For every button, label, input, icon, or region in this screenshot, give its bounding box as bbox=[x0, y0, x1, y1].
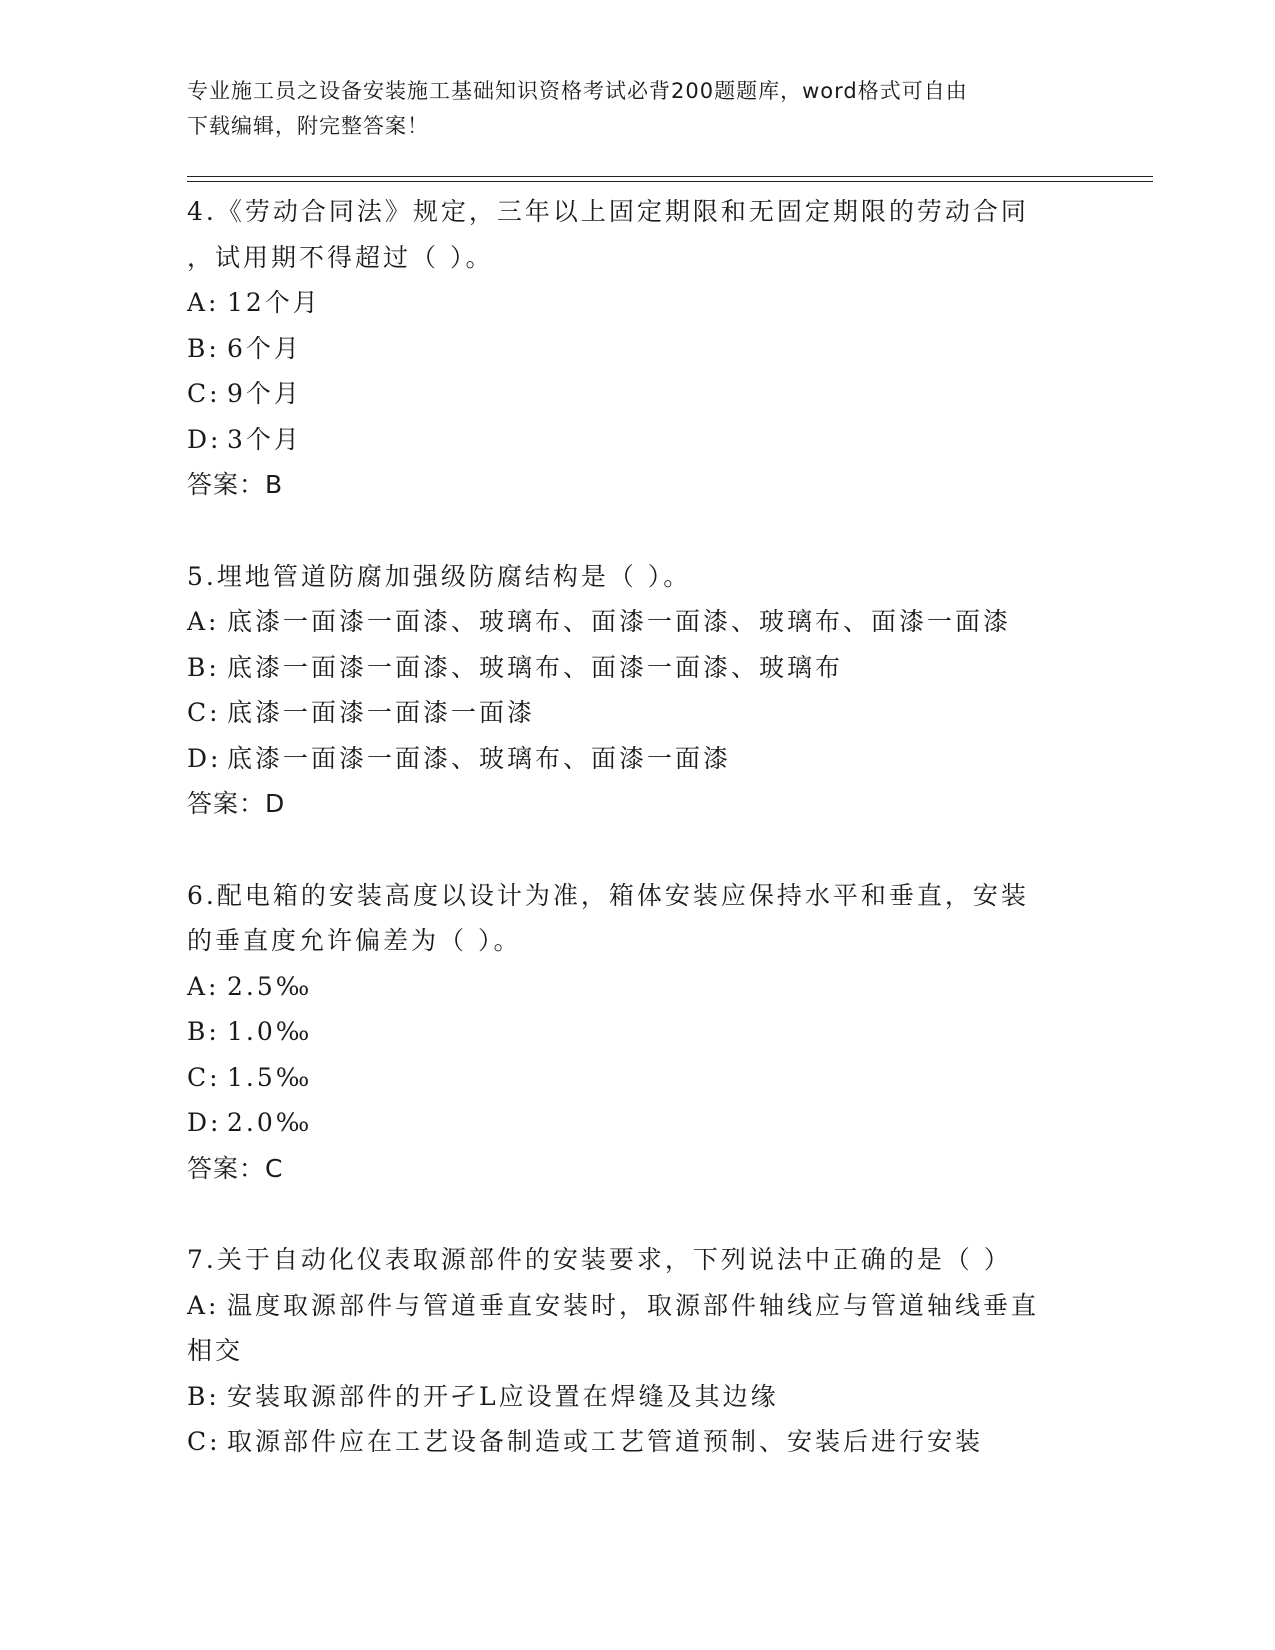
option-c bbox=[187, 690, 1087, 736]
option-c bbox=[187, 371, 1087, 417]
option-c bbox=[187, 1419, 1087, 1465]
option-letter: C: bbox=[187, 698, 221, 727]
option-text: 12个月 bbox=[227, 288, 321, 317]
option-letter: A: bbox=[187, 288, 220, 317]
option-letter: C: bbox=[187, 1427, 221, 1456]
option-letter: C: bbox=[187, 1062, 221, 1092]
header-divider-top bbox=[187, 176, 1153, 177]
option-text: 安装取源部件的开孑L应设置在焊缝及其边缘 bbox=[227, 1381, 779, 1411]
document-header bbox=[187, 74, 1067, 144]
header-line-1: 专业施工员之设备安装施工基础知识资格考试必背200题题库，word格式可自由 bbox=[187, 79, 968, 103]
option-letter: B: bbox=[187, 1017, 220, 1046]
option-d bbox=[187, 1100, 1087, 1146]
option-text: 2.0‰ bbox=[227, 1108, 313, 1137]
question-4 bbox=[187, 189, 1087, 508]
option-a-continuation: 相交 bbox=[187, 1336, 244, 1365]
stem-line: 5.埋地管道防腐加强级防腐结构是（ ）。 bbox=[187, 561, 692, 591]
option-letter: C: bbox=[187, 379, 221, 408]
option-text: 1.0‰ bbox=[227, 1017, 313, 1046]
answer: 答案：D bbox=[187, 789, 286, 818]
stem-line: 的垂直度允许偏差为（ ）。 bbox=[187, 926, 522, 955]
option-a bbox=[187, 280, 1087, 326]
option-text: 底漆一面漆一面漆、玻璃布、面漆一面漆、玻璃布 bbox=[227, 652, 844, 682]
option-b bbox=[187, 645, 1087, 691]
question-stem bbox=[187, 873, 1087, 964]
option-b bbox=[187, 326, 1087, 372]
option-letter: A: bbox=[187, 1290, 220, 1320]
question-stem bbox=[187, 189, 1087, 280]
option-text: 9个月 bbox=[227, 379, 302, 408]
option-text: 温度取源部件与管道垂直安装时，取源部件轴线应与管道轴线垂直 bbox=[227, 1290, 1040, 1320]
option-text: 底漆一面漆一面漆、玻璃布、面漆一面漆 bbox=[227, 743, 732, 773]
header-divider-bottom bbox=[187, 181, 1153, 182]
header-line-2: 下载编辑，附完整答案！ bbox=[187, 114, 429, 138]
option-text: 取源部件应在工艺设备制造或工艺管道预制、安装后进行安装 bbox=[227, 1427, 984, 1456]
option-c bbox=[187, 1055, 1087, 1101]
option-letter: B: bbox=[187, 652, 220, 682]
option-d bbox=[187, 417, 1087, 463]
option-letter: D: bbox=[187, 743, 222, 773]
option-letter: D: bbox=[187, 424, 222, 454]
answer: 答案：C bbox=[187, 1153, 284, 1183]
question-5 bbox=[187, 554, 1087, 827]
option-letter: A: bbox=[187, 971, 220, 1001]
stem-line: 4.《劳动合同法》规定，三年以上固定期限和无固定期限的劳动合同 bbox=[187, 197, 1029, 226]
stem-line: 6.配电箱的安装高度以设计为准，箱体安装应保持水平和垂直，安装 bbox=[187, 880, 1029, 910]
question-stem bbox=[187, 554, 1087, 600]
option-letter: B: bbox=[187, 333, 220, 363]
question-7 bbox=[187, 1237, 1087, 1465]
option-letter: D: bbox=[187, 1108, 222, 1137]
option-a bbox=[187, 1283, 1087, 1329]
option-text: 6个月 bbox=[227, 333, 302, 363]
stem-line: 7.关于自动化仪表取源部件的安装要求，下列说法中正确的是（ ） bbox=[187, 1245, 1012, 1274]
stem-line: ，试用期不得超过（ ）。 bbox=[187, 242, 494, 272]
option-text: 底漆一面漆一面漆、玻璃布、面漆一面漆、玻璃布、面漆一面漆 bbox=[227, 607, 1012, 636]
option-letter: B: bbox=[187, 1381, 220, 1411]
option-text: 3个月 bbox=[227, 424, 302, 454]
option-text: 2.5‰ bbox=[227, 971, 313, 1001]
option-b bbox=[187, 1009, 1087, 1055]
question-6 bbox=[187, 873, 1087, 1192]
question-stem bbox=[187, 1237, 1087, 1283]
option-a bbox=[187, 964, 1087, 1010]
option-a bbox=[187, 599, 1087, 645]
option-text: 1.5‰ bbox=[227, 1062, 313, 1092]
option-d bbox=[187, 736, 1087, 782]
option-b bbox=[187, 1374, 1087, 1420]
option-text: 底漆一面漆一面漆一面漆 bbox=[227, 698, 536, 727]
answer: 答案：B bbox=[187, 470, 284, 499]
question-list bbox=[187, 189, 1087, 1511]
option-letter: A: bbox=[187, 607, 220, 636]
